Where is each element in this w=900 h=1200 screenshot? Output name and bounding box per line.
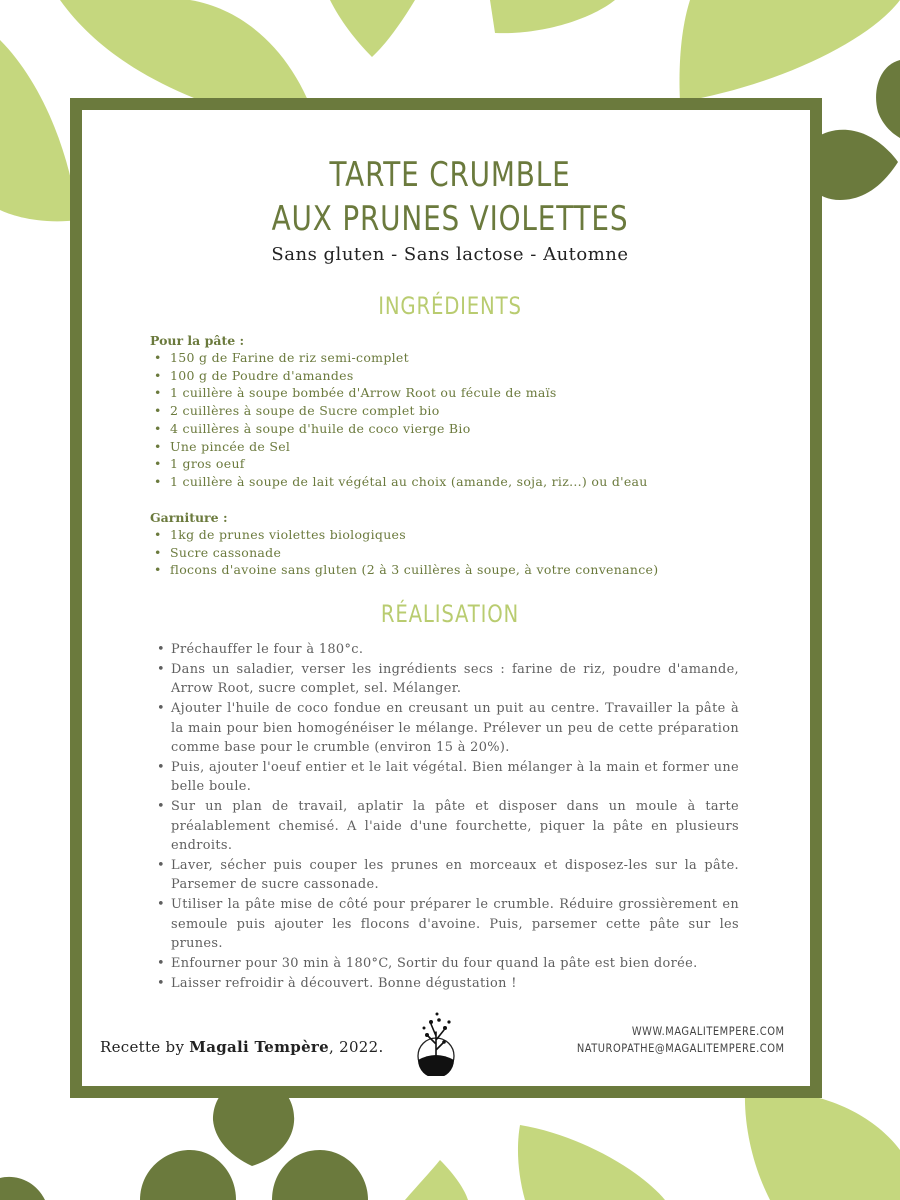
garniture-ingredient-list — [150, 526, 750, 579]
step-item: • Laver, sécher puis couper les prunes en morceaux et disposez-les sur la pâte. Parsemer de sucre cassonade. — [157, 856, 739, 895]
step-item: • Sur un plan de travail, aplatir la pâte et disposer dans un moule à tarte préalablement chemisé. A l'aide d'une fourchette, piquer la pâte en plusieurs endroits. — [157, 797, 739, 855]
pate-label: Pour la pâte : — [150, 333, 245, 348]
step-item: • Puis, ajouter l'oeuf entier et le lait végétal. Bien mélanger à la main et former une belle boule. — [157, 758, 739, 797]
list-item: • flocons d'avoine sans gluten (2 à 3 cuillères à soupe, à votre convenance) — [150, 561, 750, 579]
credit-suffix: , 2022. — [328, 1038, 384, 1056]
list-item: • 2 cuillères à soupe de Sucre complet bio — [150, 402, 750, 420]
step-item: • Utiliser la pâte mise de côté pour préparer le crumble. Réduire grossièrement en semoule puis ajouter les flocons d'avoine. Puis, parsemer cette pâte sur les prunes. — [157, 895, 739, 953]
website-link[interactable]: WWW.MAGALITEMPERE.COM — [632, 1024, 785, 1038]
garniture-label: Garniture : — [150, 510, 228, 525]
recipe-subtitle: Sans gluten - Sans lactose - Automne — [271, 244, 629, 265]
list-item: • 1 cuillère à soupe bombée d'Arrow Root ou fécule de maïs — [150, 384, 750, 402]
list-item: • 1kg de prunes violettes biologiques — [150, 526, 750, 544]
recipe-credit — [100, 1038, 384, 1056]
realisation-heading: RÉALISATION — [380, 600, 520, 628]
tree-in-circle-icon — [412, 1010, 460, 1076]
pate-ingredient-list — [150, 349, 750, 491]
recipe-title-line2: AUX PRUNES VIOLETTES — [271, 199, 629, 239]
list-item: • Une pincée de Sel — [150, 438, 750, 456]
ingredients-heading: INGRÉDIENTS — [378, 292, 522, 320]
step-item: • Enfourner pour 30 min à 180°C, Sortir du four quand la pâte est bien dorée. — [157, 954, 739, 973]
realisation-steps — [157, 640, 739, 994]
email-link[interactable]: NATUROPATHE@MAGALITEMPERE.COM — [577, 1041, 785, 1055]
list-item: • 4 cuillères à soupe d'huile de coco vierge Bio — [150, 420, 750, 438]
list-item: • 1 cuillère à soupe de lait végétal au choix (amande, soja, riz...) ou d'eau — [150, 473, 750, 491]
list-item: • 100 g de Poudre d'amandes — [150, 367, 750, 385]
author-name: Magali Tempère — [189, 1038, 329, 1056]
list-item: • 1 gros oeuf — [150, 455, 750, 473]
recipe-title-line1: TARTE CRUMBLE — [329, 155, 571, 195]
list-item: • 150 g de Farine de riz semi-complet — [150, 349, 750, 367]
credit-prefix: Recette by — [100, 1038, 190, 1056]
step-item: • Préchauffer le four à 180°c. — [157, 640, 739, 659]
step-item: • Dans un saladier, verser les ingrédients secs : farine de riz, poudre d'amande, Arrow Root, sucre complet, sel. Mélanger. — [157, 660, 739, 699]
step-item: • Ajouter l'huile de coco fondue en creusant un puit au centre. Travailler la pâte à la main pour bien homogénéiser le mélange. Prélever un peu de cette préparation comme base pour le crumble (environ 15 à 20%). — [157, 699, 739, 757]
list-item: • Sucre cassonade — [150, 544, 750, 562]
step-item: • Laisser refroidir à découvert. Bonne dégustation ! — [157, 974, 739, 993]
